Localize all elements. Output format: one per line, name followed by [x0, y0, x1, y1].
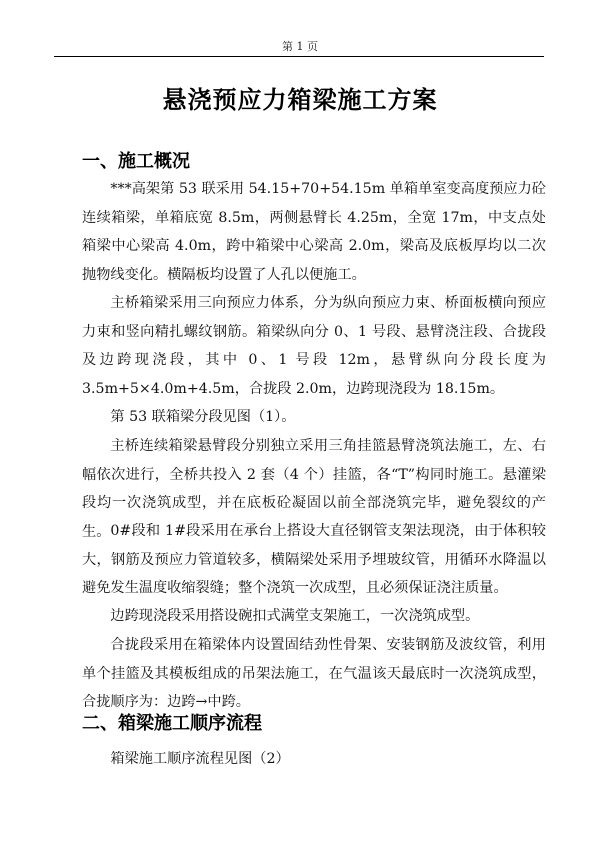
document-title: 悬浇预应力箱梁施工方案	[162, 86, 438, 114]
paragraph-overview-7: 合拢段采用在箱梁体内设置固结劲性骨架、安装钢筋及波纹管，利用单个挂篮及其模板组成的吊架法施工，在气温该天最底时一次浇筑成型，合拢顺序为：边跨→中跨。	[82, 637, 546, 710]
header-divider	[54, 56, 544, 57]
section-heading-overview: 一、施工概况	[82, 151, 190, 172]
page-number-header: 第 1 页	[282, 40, 318, 53]
paragraph-overview-2: 主桥箱梁采用三向预应力体系，分为纵向预应力束、桥面板横向预应力束和竖向精扎螺纹钢筋。箱梁纵向分 0、1 号段、悬臂浇注段、合拢段及边跨现浇段，其中 0、1 号段 12m，悬臂纵向分段长度为 3.5m+5×4.0m+4.5m，合拢段 2.0m，边跨现浇段为 18.15m。	[82, 295, 546, 397]
paragraph-overview-6: 边跨现浇段采用搭设碗扣式满堂支架施工，一次浇筑成型。	[110, 608, 480, 624]
paragraph-overview-1: ***高架第 53 联采用 54.15+70+54.15m 单箱单室变高度预应力砼连续箱梁，单箱底宽 8.5m，两侧悬臂长 4.25m，全宽 17m，中支点处箱梁中心梁高 4.0m，跨中箱梁中心梁高 2.0m，梁高及底板厚均以二次抛物线变化。横隔板均设置了人孔以便施工。	[82, 181, 546, 283]
paragraph-sequence-1: 箱梁施工顺序流程见图（2）	[110, 751, 290, 767]
section-heading-sequence: 二、箱梁施工顺序流程	[82, 713, 262, 734]
paragraph-overview-5: 0#段和 1#段采用在承台上搭设大直径钢管支架法现浇，由于体积较大，钢筋及预应力管道较多，横隔梁处采用予埋玻纹管，用循环水降温以避免发生温度收缩裂缝；整个浇筑一次成型，且必须保证浇注质量。	[82, 523, 546, 596]
paragraph-overview-3: 第 53 联箱梁分段见图（1）。	[110, 409, 296, 425]
paragraph-overview-4: 主桥连续箱梁悬臂段分别独立采用三角挂篮悬臂浇筑法施工，左、右幅依次进行，全桥共投入 2 套（4 个）挂篮，各“T”构同时施工。悬灌梁段均一次浇筑成型，并在底板砼凝固以前全部浇筑完毕，避免裂纹的产生。	[82, 438, 546, 540]
